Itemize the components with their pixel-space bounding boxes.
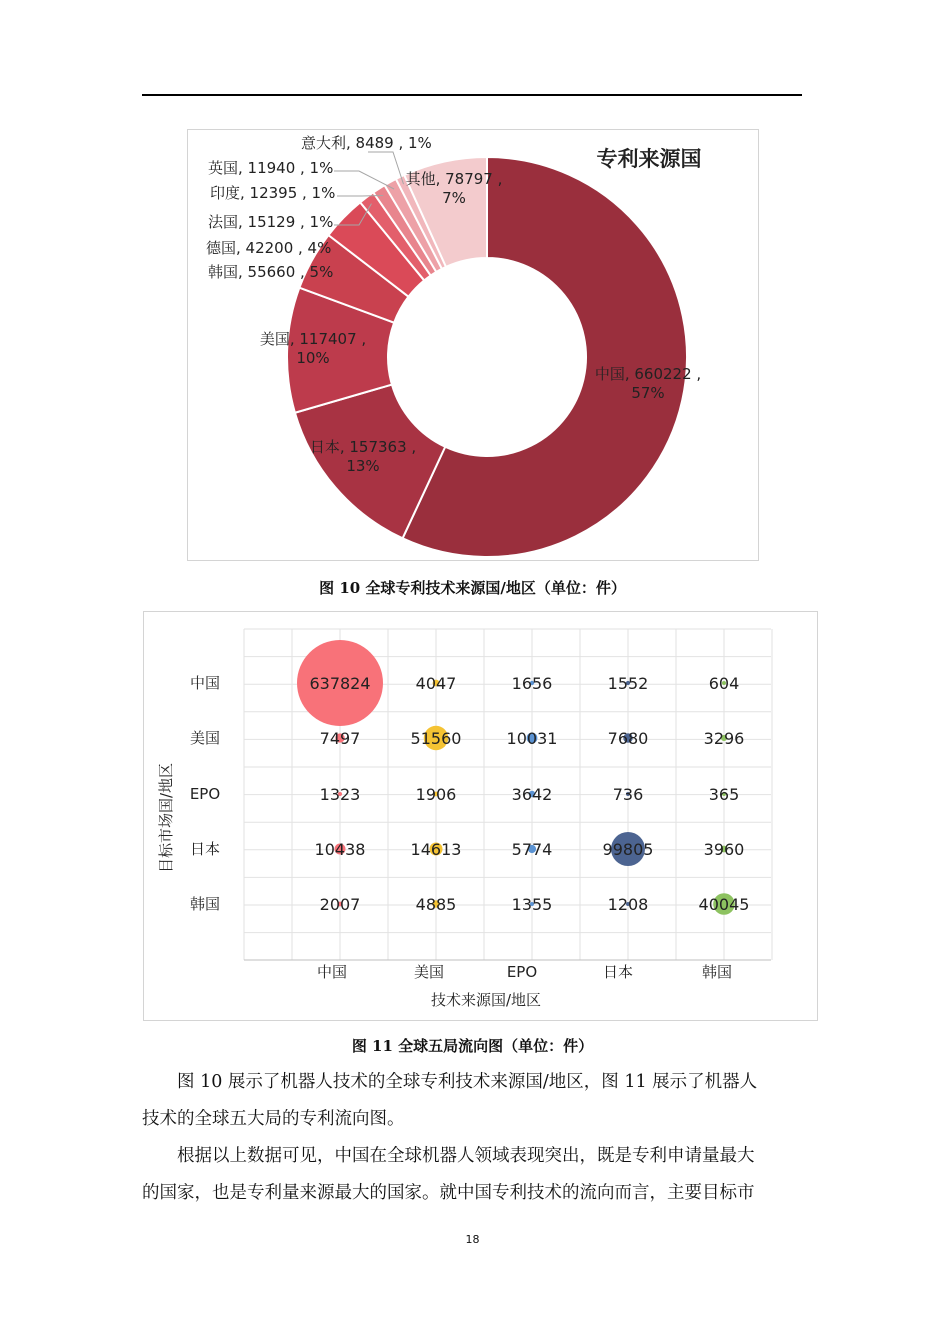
y-tick-label: EPO	[189, 785, 221, 803]
figure-11-caption: 图 11 全球五局流向图（单位：件）	[351, 1037, 594, 1055]
bubble-value-label: 4047	[415, 674, 457, 693]
donut-data-label: 其他, 78797 , 7%	[405, 170, 503, 207]
x-axis-title: 技术来源国/地区	[430, 991, 542, 1009]
paragraph-2-line-2: 的国家，也是专利量来源最大的国家。就中国专利技术的流向而言，主要目标市	[142, 1183, 755, 1203]
bubble-value-label: 1208	[607, 895, 649, 914]
bubble-value-label: 736	[612, 785, 644, 804]
paragraph-1-line-1: 图 10 展示了机器人技术的全球专利技术来源国/地区，图 11 展示了机器人	[177, 1072, 758, 1092]
donut-chart-svg	[188, 130, 758, 560]
donut-chart-title: 专利来源国	[596, 147, 702, 171]
bubble-value-label: 3960	[703, 840, 745, 859]
donut-data-label: 德国, 42200 , 4%	[206, 239, 332, 257]
bubble-value-label: 1656	[511, 674, 553, 693]
bubble-value-label: 1355	[511, 895, 553, 914]
bubble-value-label: 3296	[703, 729, 745, 748]
bubble-value-label: 14613	[410, 840, 462, 859]
bubble-value-label: 1323	[319, 785, 361, 804]
donut-leader-line	[337, 195, 383, 196]
donut-data-label: 中国, 660222 , 57%	[594, 365, 702, 402]
y-tick-label: 中国	[189, 674, 221, 692]
y-axis-title: 目标市场国/地区	[157, 762, 175, 874]
donut-data-label: 法国, 15129 , 1%	[208, 213, 334, 231]
donut-data-label: 日本, 157363 , 13%	[309, 438, 417, 475]
figure-10-donut-chart	[187, 129, 759, 561]
x-tick-label: 中国	[316, 963, 348, 981]
bubble-value-label: 40045	[698, 895, 750, 914]
x-tick-label: 日本	[602, 963, 634, 981]
bubble-value-label: 51560	[410, 729, 462, 748]
bubble-value-label: 1906	[415, 785, 457, 804]
donut-data-label: 韩国, 55660 , 5%	[208, 263, 334, 281]
bubble-value-label: 365	[708, 785, 740, 804]
bubble-value-label: 1552	[607, 674, 649, 693]
paragraph-1-line-2: 技术的全球五大局的专利流向图。	[142, 1109, 405, 1129]
bubble-value-label: 2007	[319, 895, 361, 914]
bubble-value-label: 99805	[602, 840, 654, 859]
bubble-value-label: 604	[708, 674, 740, 693]
figure-11-bubble-chart	[143, 611, 818, 1021]
bubble-value-label: 7497	[319, 729, 361, 748]
header-rule	[142, 94, 802, 96]
bubble-value-label: 7680	[607, 729, 649, 748]
y-tick-label: 美国	[189, 729, 221, 747]
y-tick-label: 日本	[189, 840, 221, 858]
bubble-value-label: 10031	[506, 729, 558, 748]
figure-10-caption: 图 10 全球专利技术来源国/地区（单位：件）	[319, 579, 626, 597]
donut-data-label: 英国, 11940 , 1%	[208, 159, 334, 177]
x-tick-label: EPO	[506, 963, 538, 981]
donut-data-label: 美国, 117407 , 10%	[259, 330, 367, 367]
body-text	[142, 1064, 804, 1212]
bubble-value-label: 5774	[511, 840, 553, 859]
y-tick-label: 韩国	[189, 895, 221, 913]
x-tick-label: 美国	[413, 963, 445, 981]
page-number: 18	[465, 1233, 480, 1246]
bubble-value-label: 637824	[309, 674, 371, 693]
paragraph-2-line-1: 根据以上数据可见，中国在全球机器人领域表现突出，既是专利申请量最大	[177, 1146, 755, 1166]
donut-data-label: 印度, 12395 , 1%	[210, 184, 336, 202]
bubble-value-label: 3642	[511, 785, 553, 804]
bubble-chart-svg	[144, 612, 817, 1020]
x-tick-label: 韩国	[701, 963, 733, 981]
donut-data-label: 意大利, 8489 , 1%	[301, 134, 432, 152]
bubble-value-label: 10438	[314, 840, 366, 859]
bubble-value-label: 4885	[415, 895, 457, 914]
